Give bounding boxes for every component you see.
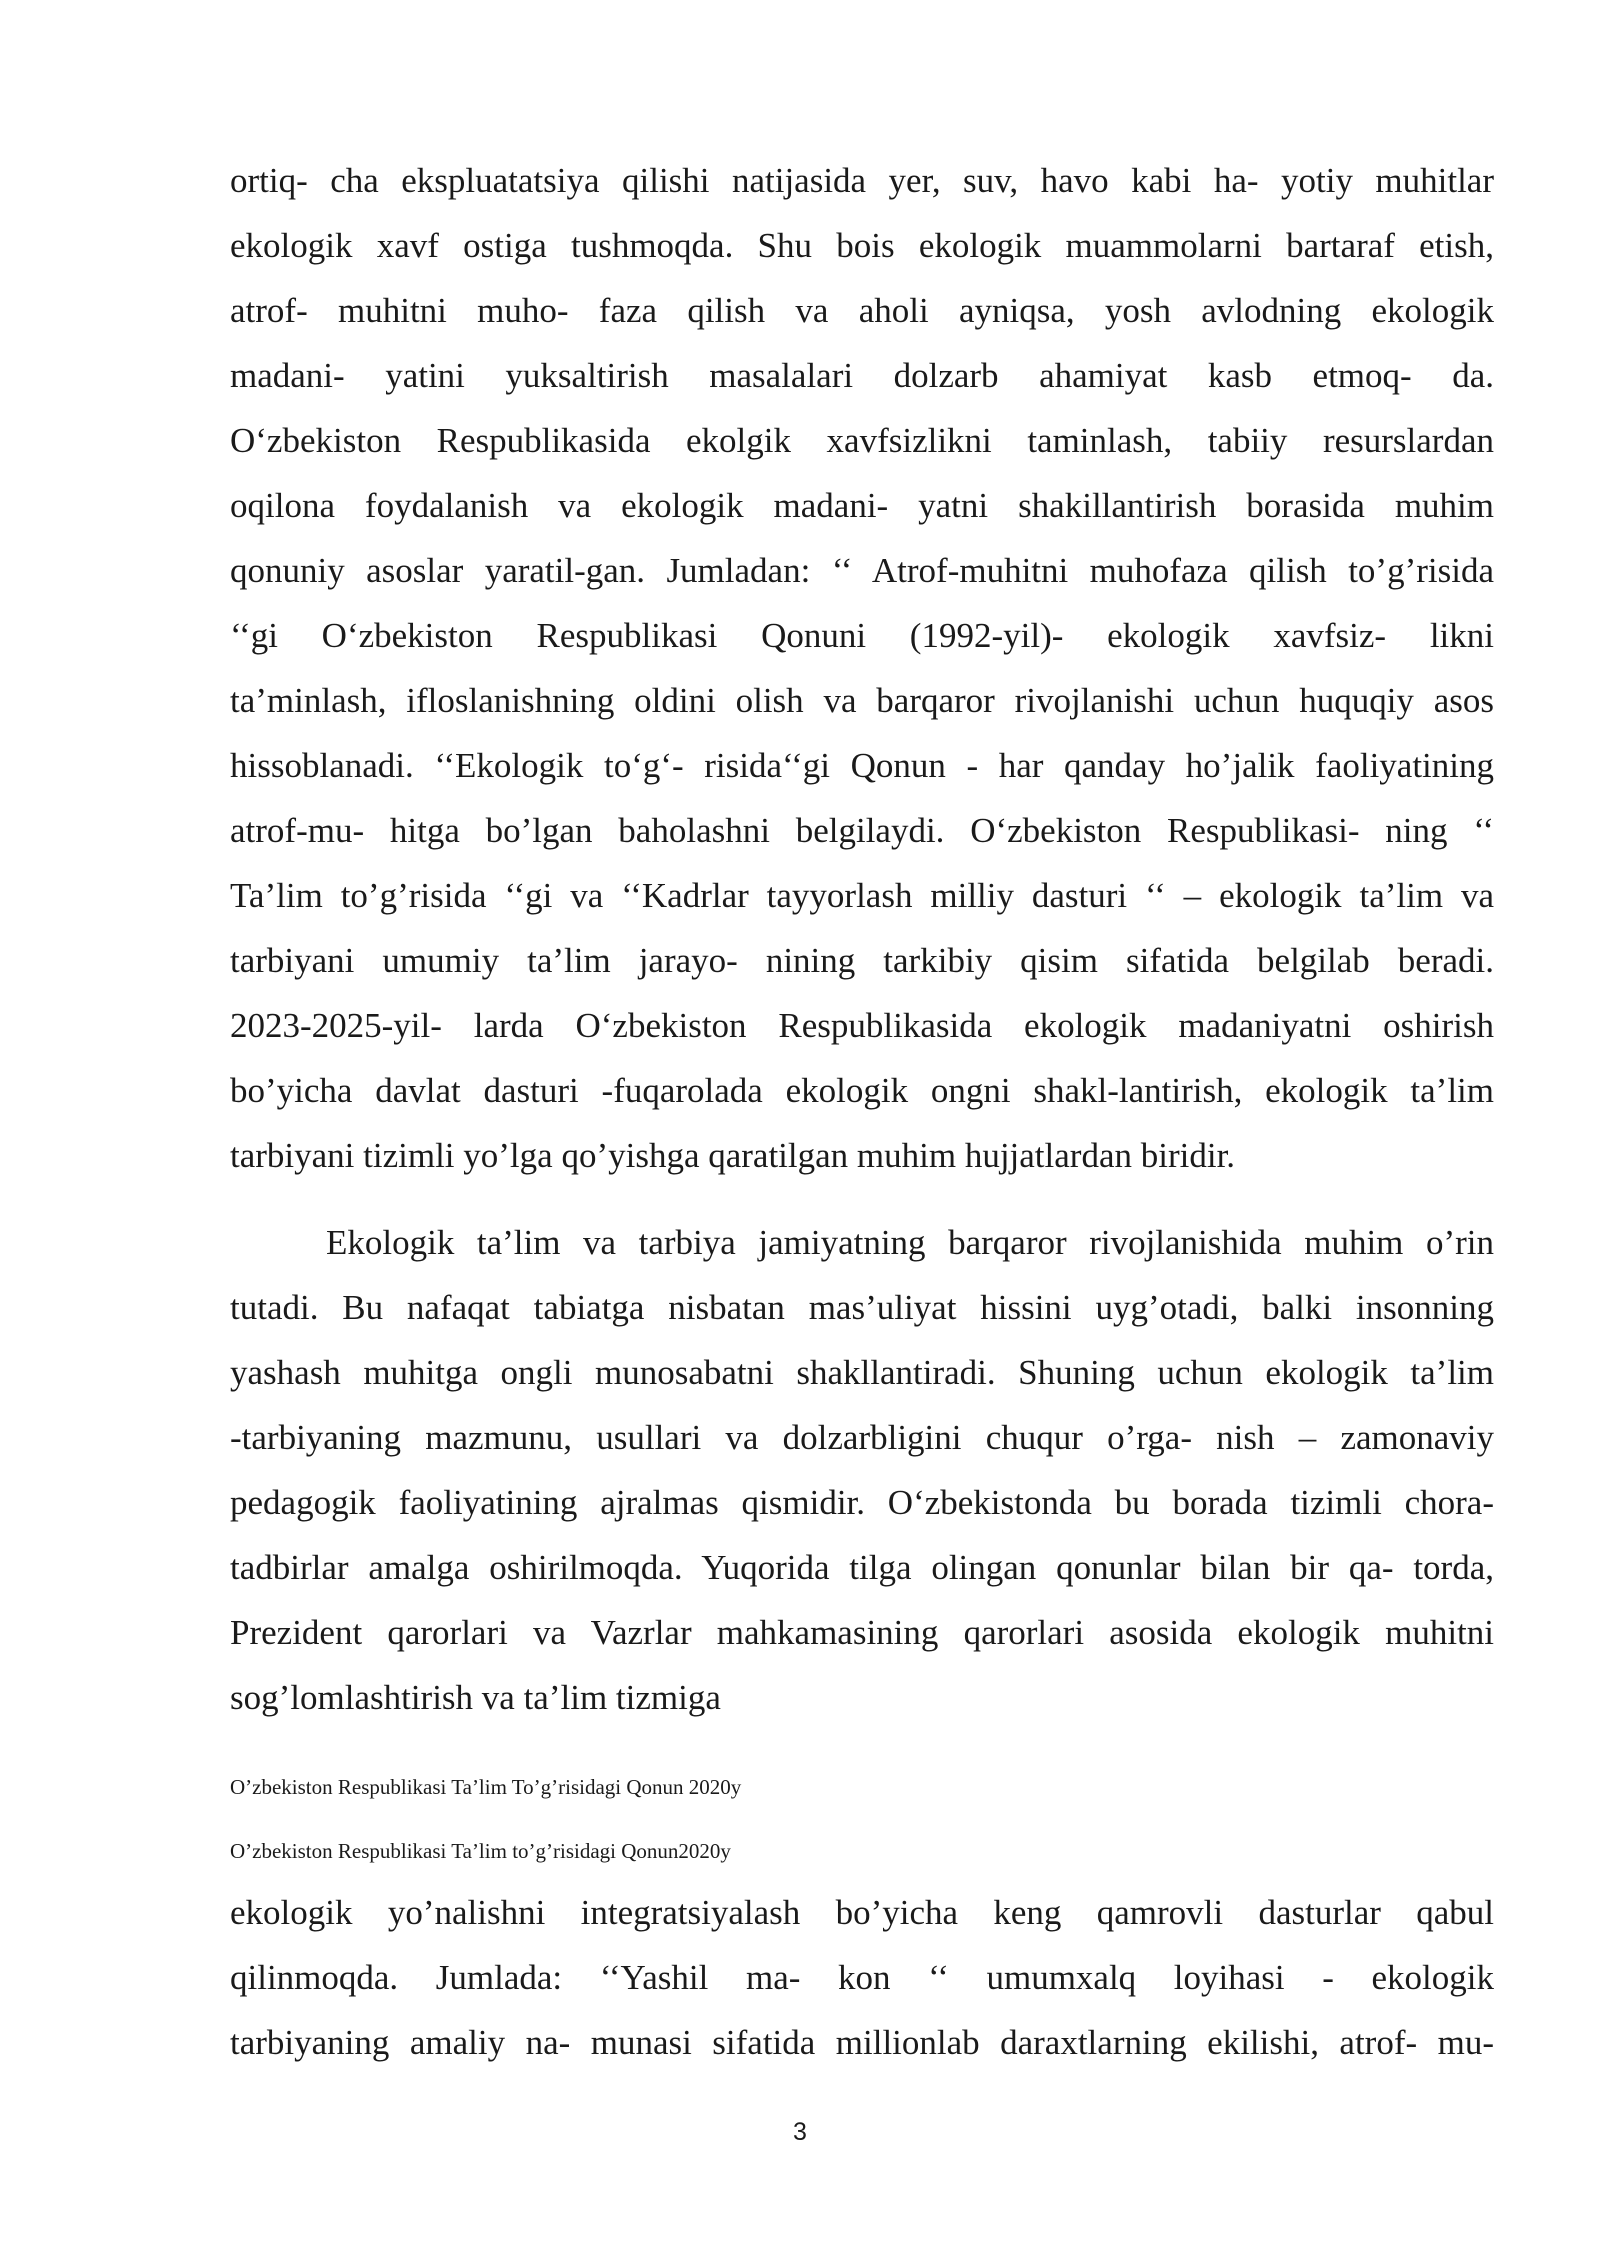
paragraph-1-line: atrof-mu- hitga bo’lgan baholashni belgilaydi. O‘zbekiston Respublikasi- ning ‘‘ — [230, 811, 1494, 850]
paragraph-1-line: oqilona foydalanish va ekologik madani- yatni shakillantirish borasida muhim — [230, 486, 1494, 525]
footnote: O’zbekiston Respublikasi Ta’lim To’g’risidagi Qonun 2020y — [230, 1775, 742, 1799]
paragraph-2-line: Prezident qarorlari va Vazrlar mahkamasining qarorlari asosida ekologik muhitni — [230, 1613, 1494, 1652]
paragraph-1-line: ta’minlash, ifloslanishning oldini olish va barqaror rivojlanishi uchun huquqiy asos — [230, 681, 1494, 720]
paragraph-1-line: Ta’lim to’g’risida ‘‘gi va ‘‘Kadrlar tayyorlash milliy dasturi ‘‘ – ekologik ta’lim va — [230, 876, 1494, 915]
paragraph-2-line: pedagogik faoliyatining ajralmas qismidir. O‘zbekistonda bu borada tizimli chora- — [230, 1483, 1494, 1522]
paragraph-1-line: ‘‘gi O‘zbekiston Respublikasi Qonuni (1992-yil)- ekologik xavfsiz- likni — [230, 616, 1494, 655]
paragraph-2-line: tadbirlar amalga oshirilmoqda. Yuqorida tilga olingan qonunlar bilan bir qa- torda, — [230, 1548, 1494, 1587]
paragraph-1-line: tarbiyani umumiy ta’lim jarayo- nining tarkibiy qisim sifatida belgilab beradi. — [230, 941, 1494, 980]
paragraph-3-line: qilinmoqda. Jumlada: ‘‘Yashil ma- kon ‘‘ umumxalq loyihasi - ekologik — [230, 1958, 1494, 1997]
paragraph-2 — [230, 1210, 1494, 1730]
page-number: 3 — [793, 2118, 807, 2146]
paragraph-1-line: atrof- muhitni muho- faza qilish va aholi ayniqsa, yosh avlodning ekologik — [230, 291, 1494, 330]
paragraph-1-line: madani- yatini yuksaltirish masalalari dolzarb ahamiyat kasb etmoq- da. — [230, 356, 1494, 395]
footnote: O’zbekiston Respublikasi Ta’lim to’g’risidagi Qonun2020y — [230, 1839, 731, 1863]
paragraph-3 — [230, 1880, 1494, 2075]
paragraph-2-line: yashash muhitga ongli munosabatni shakllantiradi. Shuning uchun ekologik ta’lim — [230, 1353, 1494, 1392]
paragraph-2-line: -tarbiyaning mazmunu, usullari va dolzarbligini chuqur o’rga- nish – zamonaviy — [230, 1418, 1494, 1457]
paragraph-1-line: 2023-2025-yil- larda O‘zbekiston Respublikasida ekologik madaniyatni oshirish — [230, 1006, 1494, 1045]
paragraph-2-line: tutadi. Bu nafaqat tabiatga nisbatan mas’uliyat hissini uyg’otadi, balki insonning — [230, 1288, 1494, 1327]
paragraph-1 — [230, 148, 1494, 1188]
paragraph-1-line: ekologik xavf ostiga tushmoqda. Shu bois ekologik muammolarni bartaraf etish, — [230, 226, 1494, 265]
paragraph-1-line: hissoblanadi. ‘‘Ekologik to‘g‘- risida‘‘gi Qonun - har qanday ho’jalik faoliyatining — [230, 746, 1494, 785]
paragraph-1-line: bo’yicha davlat dasturi -fuqarolada ekologik ongni shakl-lantirish, ekologik ta’lim — [230, 1071, 1494, 1110]
paragraph-3-line: ekologik yo’nalishni integratsiyalash bo’yicha keng qamrovli dasturlar qabul — [230, 1893, 1494, 1932]
paragraph-1-line: tarbiyani tizimli yo’lga qo’yishga qaratilgan muhim hujjatlardan biridir. — [230, 1136, 1236, 1175]
footnotes — [230, 1755, 1494, 1883]
paragraph-1-line: O‘zbekiston Respublikasida ekolgik xavfsizlikni taminlash, tabiiy resurslardan — [230, 421, 1494, 460]
paragraph-1-line: qonuniy asoslar yaratil-gan. Jumladan: ‘‘ Atrof-muhitni muhofaza qilish to’g’risida — [230, 551, 1494, 590]
paragraph-1-line: ortiq- cha ekspluatatsiya qilishi natijasida yer, suv, havo kabi ha- yotiy muhitlar — [230, 161, 1494, 200]
paragraph-2-line: sog’lomlashtirish va ta’lim tizmiga — [230, 1678, 721, 1717]
paragraph-2-line: Ekologik ta’lim va tarbiya jamiyatning barqaror rivojlanishida muhim o’rin — [326, 1223, 1494, 1262]
paragraph-3-line: tarbiyaning amaliy na- munasi sifatida millionlab daraxtlarning ekilishi, atrof- mu- — [230, 2023, 1494, 2062]
